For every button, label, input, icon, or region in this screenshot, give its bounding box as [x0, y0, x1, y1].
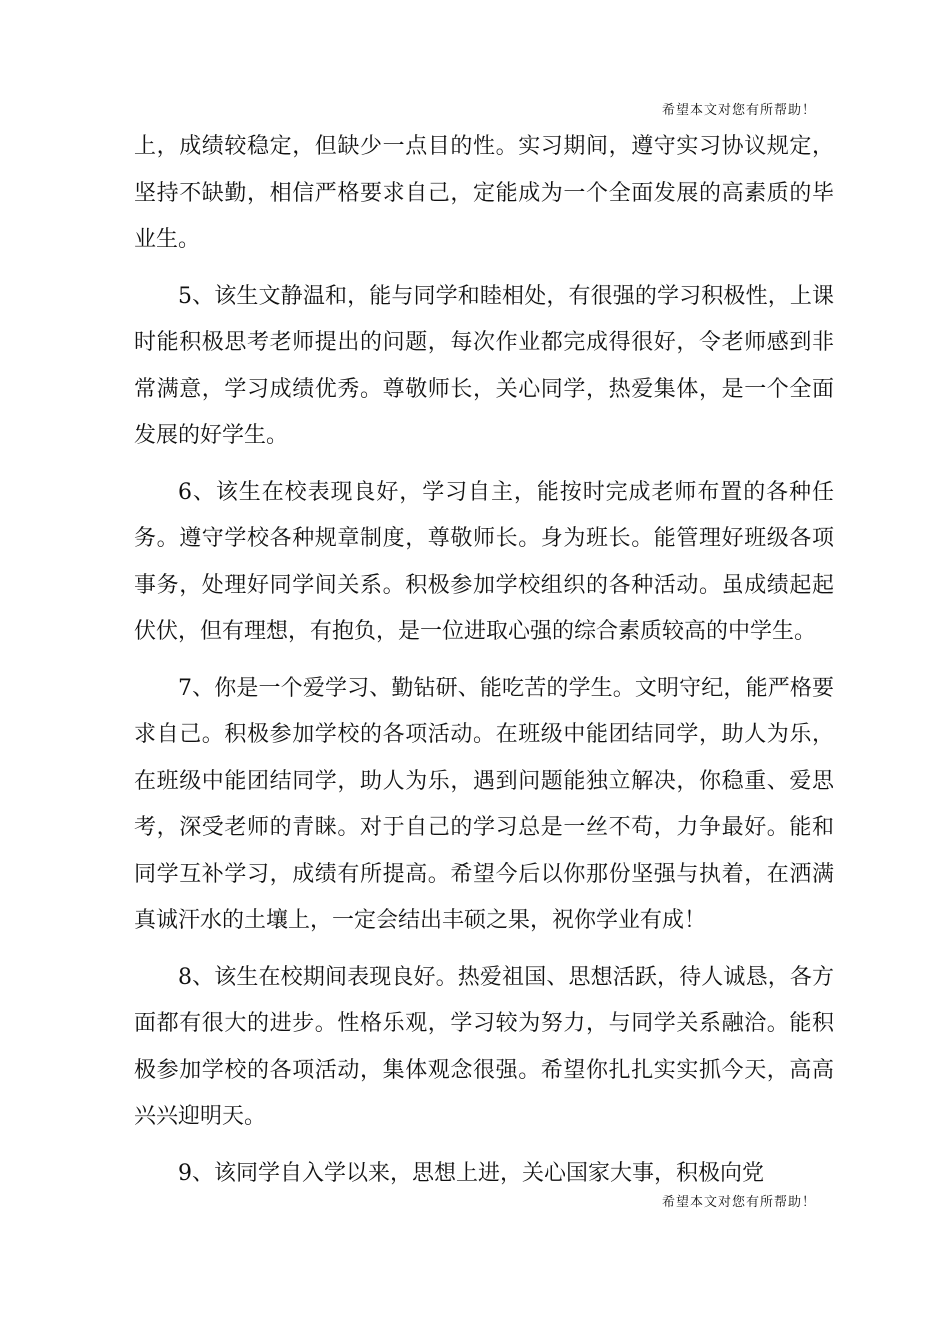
page-footer: 希望本文对您有所帮助！: [661, 1195, 816, 1210]
item-number: 7: [178, 675, 192, 701]
page-header: 希望本文对您有所帮助！: [661, 103, 816, 118]
paragraph-item-8: [134, 955, 834, 1141]
paragraph-text: 、该生在校期间表现良好。热爱祖国、思想活跃，待人诚恳，各方面都有很大的进步。性格乐观，学习较为努力，与同学关系融洽。能积极参加学校的各项活动，集体观念很强。希望你扎扎实实抓今天，高高兴兴迎明天。: [134, 964, 834, 1129]
paragraph-text: 、该生文静温和，能与同学和睦相处，有很强的学习积极性，上课时能积极思考老师提出的问题，每次作业都完成得很好，令老师感到非常满意，学习成绩优秀。尊敬师长，关心同学，热爱集体，是一个全面发展的好学生。: [134, 283, 834, 448]
paragraph-text: 上，成绩较稳定，但缺少一点目的性。实习期间，遵守实习协议规定，坚持不缺勤，相信严格要求自己，定能成为一个全面发展的高素质的毕业生。: [134, 134, 834, 252]
paragraph-item-6: [134, 470, 834, 656]
item-number: 6: [178, 479, 192, 505]
item-number: 9: [178, 1160, 192, 1186]
paragraph-item-5: [134, 274, 834, 460]
document-body: [134, 124, 834, 1207]
paragraph-text: 、该同学自入学以来，思想上进，关心国家大事，积极向党: [192, 1160, 765, 1186]
paragraph-item-7: [134, 666, 834, 945]
paragraph-text: 、你是一个爱学习、勤钻研、能吃苦的学生。文明守纪，能严格要求自己。积极参加学校的各项活动。在班级中能团结同学，助人为乐，在班级中能团结同学，助人为乐，遇到问题能独立解决，你稳重、爱思考，深受老师的青睐。对于自己的学习总是一丝不苟，力争最好。能和同学互补学习，成绩有所提高。希望今后以你那份坚强与执着，在洒满真诚汗水的土壤上，一定会结出丰硕之果，祝你学业有成！: [134, 675, 834, 933]
item-number: 8: [178, 964, 192, 990]
paragraph-text: 、该生在校表现良好，学习自主，能按时完成老师布置的各种任务。遵守学校各种规章制度，尊敬师长。身为班长。能管理好班级各项事务，处理好同学间关系。积极参加学校组织的各种活动。虽成绩起起伏伏，但有理想，有抱负，是一位进取心强的综合素质较高的中学生。: [134, 479, 834, 644]
item-number: 5: [178, 283, 192, 309]
paragraph-continued: [134, 124, 834, 264]
